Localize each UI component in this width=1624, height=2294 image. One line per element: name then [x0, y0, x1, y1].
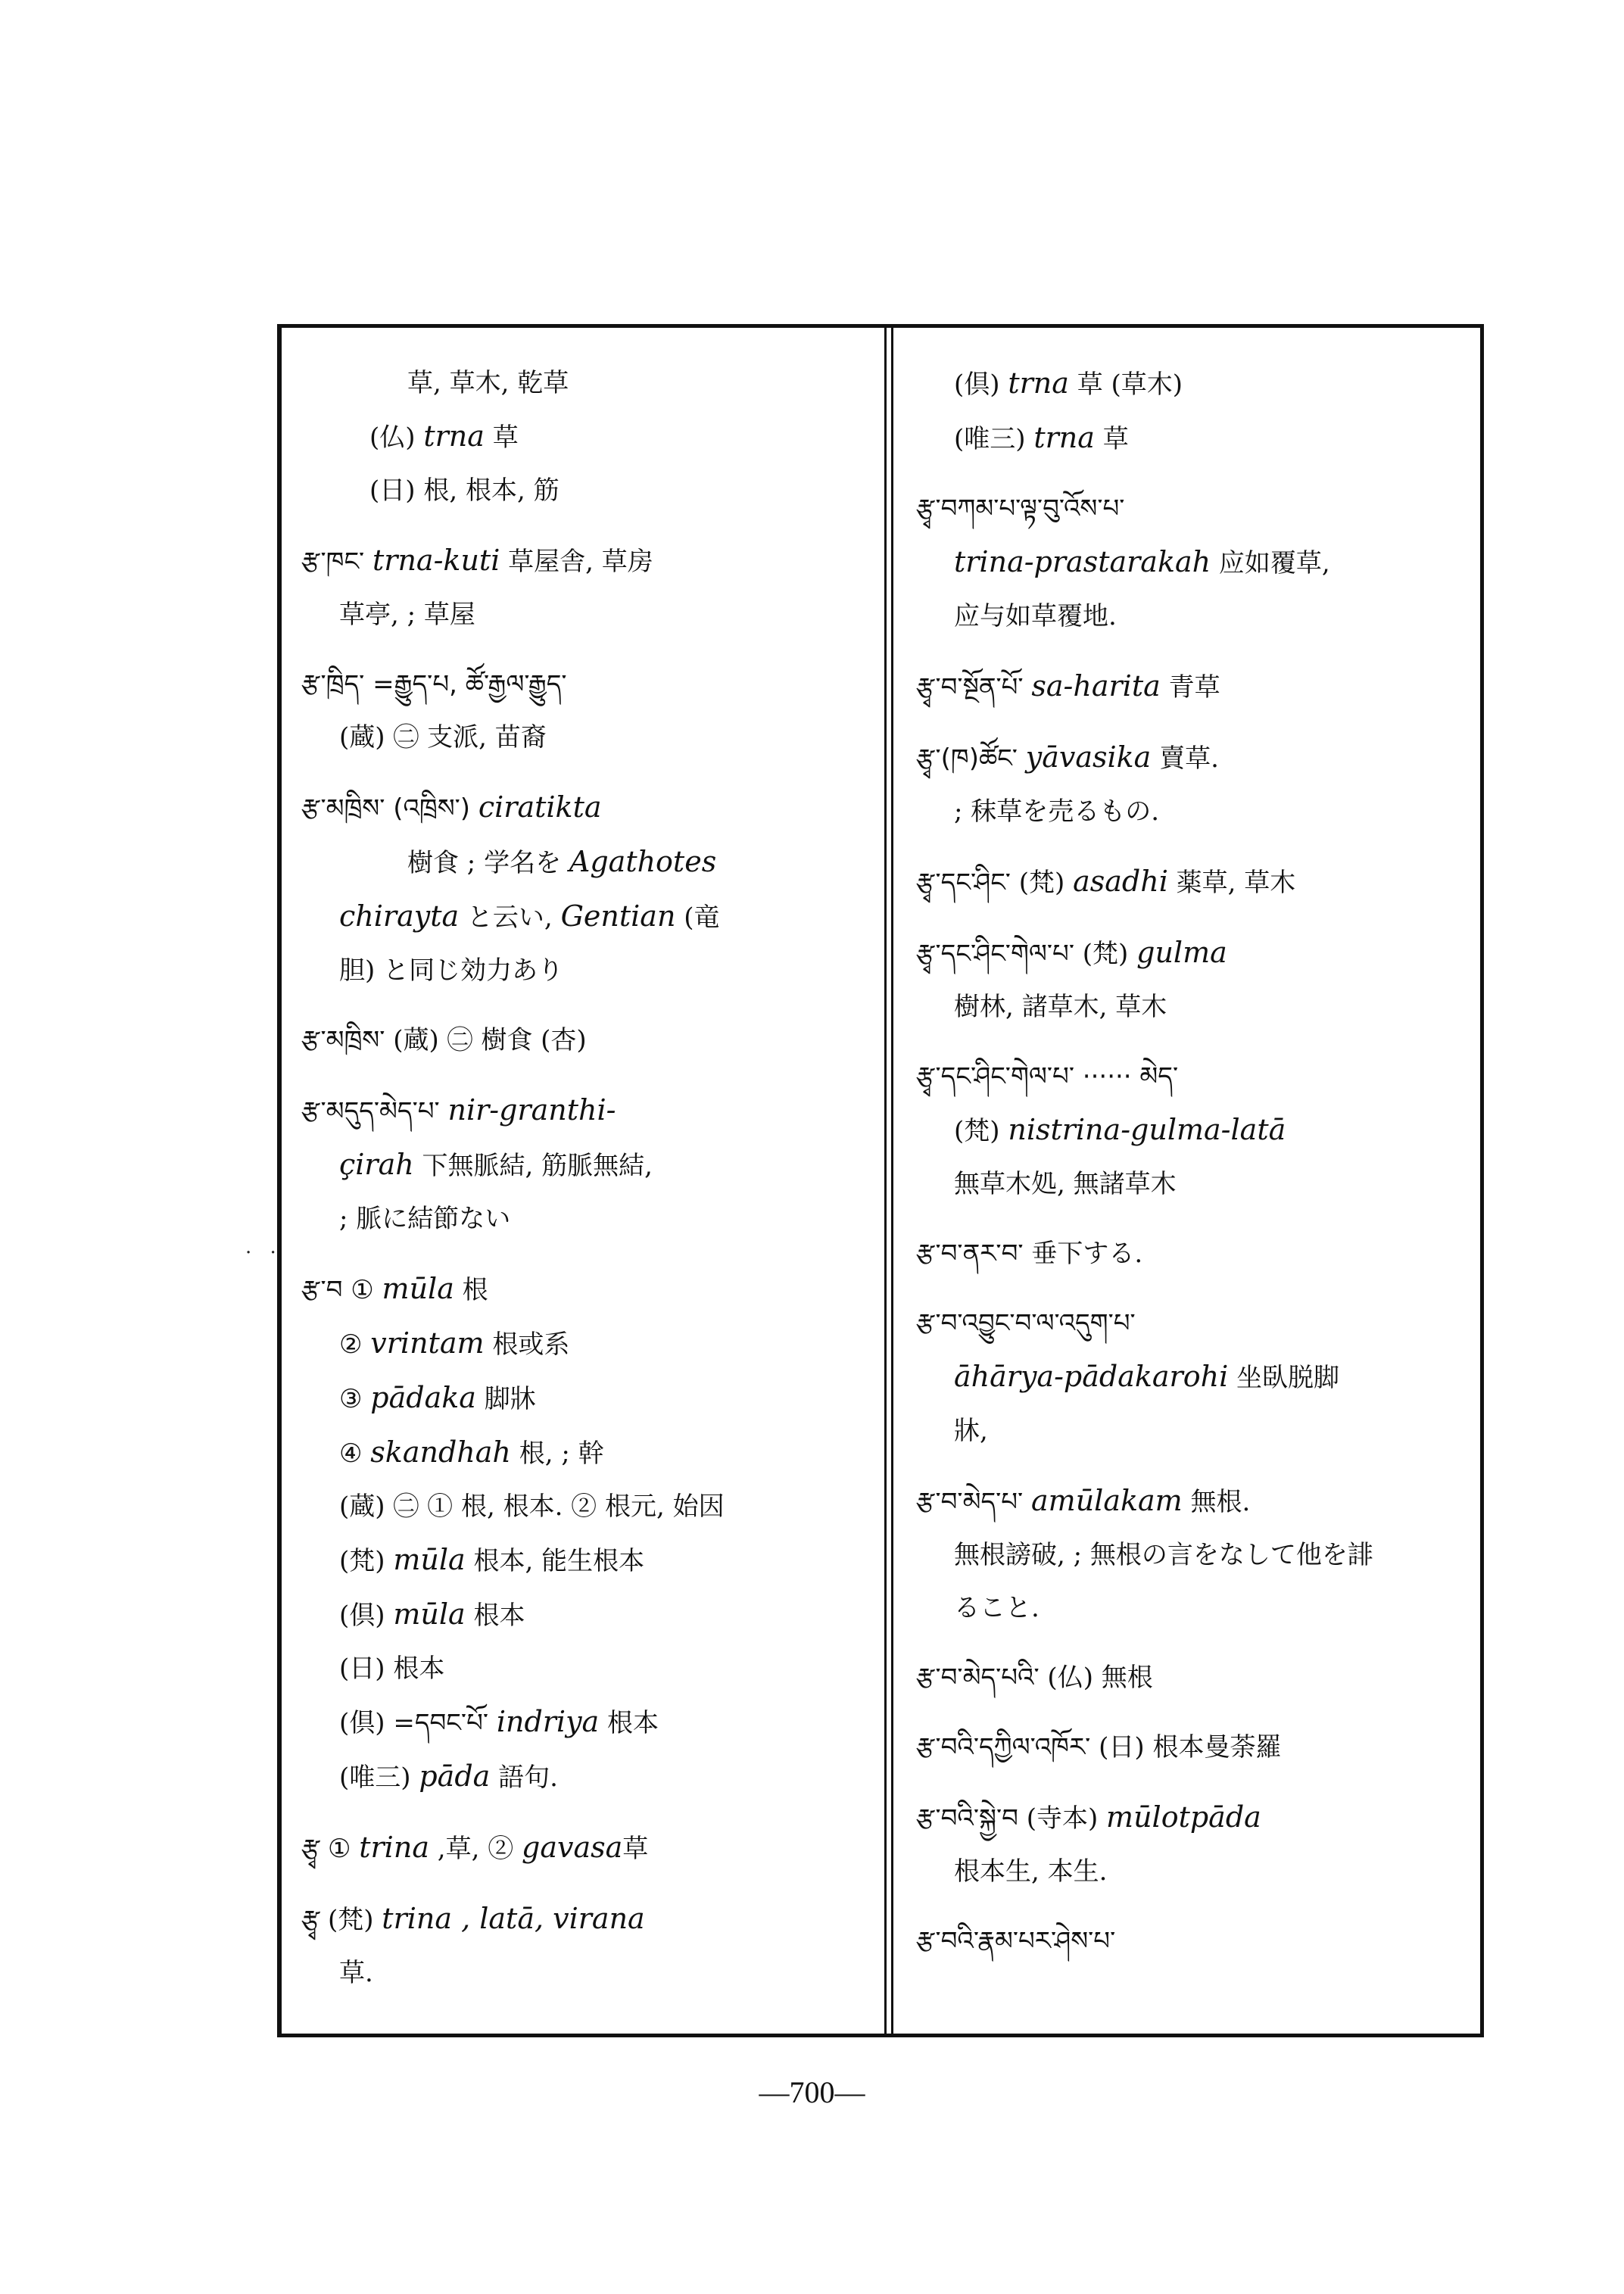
gloss-text: (梵)	[1010, 868, 1074, 898]
gloss-text: (梵)	[339, 1546, 394, 1576]
gloss-text: (日) 根本	[339, 1653, 445, 1684]
stray-mark: · ·	[245, 1242, 282, 1264]
tibetan-headword: རྩྭ	[301, 1834, 320, 1864]
tibetan-headword: རྩྭ་དང་ཤིང་གེལ་པ་ ······ མེད་	[916, 1061, 1179, 1092]
gloss-text: 根, ; 幹	[510, 1438, 604, 1469]
left-column-entry	[301, 1083, 865, 1245]
sanskrit-term: chirayta	[339, 899, 460, 933]
gloss-text: 坐臥脱脚	[1228, 1363, 1340, 1393]
gloss-text: 語句.	[490, 1763, 558, 1793]
entry-line	[916, 1404, 1460, 1457]
left-column	[282, 328, 884, 2034]
sanskrit-term: çirah	[339, 1148, 414, 1181]
sanskrit-term: amūlakam	[1031, 1484, 1183, 1517]
gloss-text: 無根.	[1182, 1487, 1251, 1517]
gloss-text: ①	[342, 1275, 382, 1305]
entry-line	[301, 1480, 865, 1533]
gloss-text: ③	[339, 1384, 371, 1414]
sanskrit-term: pāda	[419, 1759, 491, 1793]
gloss-text: (蔵) ㊁ 支派, 苗裔	[339, 722, 547, 753]
entry-line	[301, 1317, 865, 1371]
entry-line	[301, 1892, 865, 1946]
tibetan-headword: རྩ་མདུད་མེད་པ་	[301, 1096, 440, 1127]
gloss-text	[440, 1096, 448, 1127]
entry-line	[916, 1582, 1460, 1635]
entry-line	[916, 357, 1460, 411]
entry-line	[916, 1103, 1460, 1158]
tibetan-headword: རྩ་བ་མེད་པ་	[916, 1487, 1024, 1517]
entry-line	[916, 1721, 1460, 1774]
tibetan-headword: རྩ་བའི་དཀྱིལ་འཁོར་	[916, 1732, 1091, 1763]
entry-line	[916, 1227, 1460, 1280]
gloss-text	[1023, 1487, 1031, 1517]
gloss-text: ること.	[954, 1593, 1040, 1623]
entry-line	[301, 711, 865, 764]
entry-line	[916, 980, 1460, 1033]
sanskrit-term: mūla	[393, 1543, 466, 1576]
sanskrit-term: trna-kuti	[372, 544, 500, 577]
entry-line	[301, 588, 865, 641]
entry-line	[916, 1050, 1460, 1103]
gloss-text: 牀,	[954, 1416, 988, 1446]
sanskrit-term: trina	[359, 1831, 429, 1864]
gloss-text: 草	[1094, 424, 1129, 454]
tibetan-headword: རྩ་མཁྲིས་ (འཁྲིས་)	[301, 793, 471, 824]
entry-line	[916, 855, 1460, 909]
gloss-text: 脚牀	[475, 1384, 536, 1414]
right-column-entry	[916, 357, 1460, 466]
tibetan-headword: རྩ་བ་ནར་བ་	[916, 1239, 1024, 1269]
gloss-text: (倶)	[954, 369, 1008, 400]
sanskrit-term: Agathotes	[569, 845, 717, 878]
tibetan-headword: རྩ་བ་མེད་པའི་	[916, 1663, 1040, 1693]
gloss-text: (唯三)	[339, 1763, 419, 1793]
entry-line	[301, 1262, 865, 1317]
gloss-text: 根或系	[484, 1329, 570, 1360]
right-column-entry	[916, 855, 1460, 909]
gloss-text: 下無脈結, 筋脈無結,	[413, 1151, 653, 1181]
entry-line	[301, 410, 865, 464]
gloss-text: ; 脈に結節ない	[339, 1204, 511, 1234]
gloss-text: (蔵) ㊁ ① 根, 根本. ② 根元, 始因	[339, 1491, 725, 1522]
gloss-text: (仏)	[369, 422, 424, 453]
gloss-text: ,草, ②	[429, 1834, 522, 1864]
right-column-entry	[916, 1791, 1460, 1898]
right-column	[893, 328, 1480, 2034]
tibetan-headword: རྩ་བའི་སྐྱེ་བ	[916, 1803, 1018, 1834]
tibetan-headword: རྩ་བ་འབྱུང་བ་ལ་འདུག་པ་	[916, 1308, 1136, 1339]
sanskrit-term: vrintam	[370, 1326, 485, 1360]
entry-line	[916, 1915, 1460, 1968]
entry-line	[301, 1192, 865, 1245]
entry-line	[301, 1371, 865, 1426]
gloss-text: 樹林, 諸草木, 草木	[954, 992, 1167, 1022]
gloss-text: ①	[320, 1834, 360, 1864]
gloss-text: 根	[454, 1275, 488, 1305]
entry-line	[301, 534, 865, 588]
entry-line	[301, 1946, 865, 1999]
left-column-entry	[301, 1262, 865, 1804]
gloss-text: 無根謗破, ; 無根の言をなして他を誹	[954, 1540, 1373, 1570]
tibetan-headword: རྩྭ	[301, 1905, 320, 1935]
gloss-text: 应与如草覆地.	[954, 601, 1117, 631]
right-column-entry	[916, 926, 1460, 1033]
entry-line	[301, 1588, 865, 1642]
entry-line	[916, 926, 1460, 980]
tibetan-headword: རྩྭ་(ཁ)ཚོང་	[916, 743, 1018, 774]
gloss-text: (仏) 無根	[1039, 1663, 1153, 1693]
gloss-text: 賣草.	[1151, 743, 1219, 774]
entry-line	[916, 659, 1460, 714]
sanskrit-term: āhārya-pādakarohi	[954, 1360, 1229, 1393]
entry-line	[301, 1750, 865, 1804]
right-column-entry	[916, 731, 1460, 838]
sanskrit-term: trna	[1033, 421, 1095, 454]
gloss-text: (梵)	[954, 1116, 1008, 1146]
gloss-text: 草	[622, 1834, 649, 1864]
right-column-entry	[916, 1050, 1460, 1211]
page-number: —700—	[759, 2075, 865, 2109]
left-column-entry	[301, 781, 865, 997]
sanskrit-term: trna	[423, 419, 485, 453]
sanskrit-term: ciratikta	[478, 790, 602, 824]
sanskrit-term: mūla	[393, 1597, 466, 1631]
right-column-entry	[916, 482, 1460, 643]
gloss-text: ④	[339, 1438, 371, 1469]
entry-line	[301, 464, 865, 517]
gloss-text: 根本, 能生根本	[465, 1546, 645, 1576]
gloss-text: 应如覆草,	[1211, 548, 1330, 578]
entry-line	[301, 1533, 865, 1588]
gloss-text: 草屋舎, 草房	[500, 547, 653, 577]
gloss-text: ; 秣草を売るもの.	[954, 796, 1160, 827]
gloss-text: (日) 根本曼荼羅	[1090, 1732, 1282, 1763]
entry-line	[916, 535, 1460, 590]
gloss-text: と云い,	[459, 902, 561, 933]
tibetan-headword: རྩ་མཁྲིས་	[301, 1025, 385, 1055]
gloss-text: 根本	[465, 1601, 525, 1631]
sanskrit-term: nir-granthi-	[447, 1093, 616, 1127]
gloss-text	[1024, 672, 1032, 703]
left-column-entry	[301, 357, 865, 517]
entry-line	[301, 357, 865, 410]
left-column-entry	[301, 1821, 865, 1875]
gloss-text: (梵)	[1074, 939, 1137, 969]
entry-line	[916, 1350, 1460, 1404]
gloss-text: 胆) と同じ効力あり	[339, 955, 564, 986]
gloss-text: 青草	[1160, 672, 1220, 703]
entry-line	[916, 482, 1460, 535]
gloss-text: 垂下する.	[1023, 1239, 1143, 1269]
entry-line	[916, 1845, 1460, 1898]
entry-line	[916, 1297, 1460, 1350]
gloss-text: 樹食 ; 学名を	[407, 848, 569, 878]
entry-line	[301, 1138, 865, 1192]
sanskrit-term: asadhi	[1073, 865, 1168, 898]
gloss-text: 根本	[599, 1708, 659, 1738]
entry-line	[916, 590, 1460, 643]
gloss-text: 草.	[339, 1958, 373, 1988]
sanskrit-term: trina , latā, virana	[382, 1902, 645, 1935]
tibetan-headword: རྩྭ་བཀམ་པ་ལྟ་བུ་འོས་པ་	[916, 494, 1125, 524]
column-divider	[884, 328, 893, 2034]
dictionary-frame	[277, 324, 1484, 2037]
gloss-text: 草	[484, 422, 519, 453]
sanskrit-term: gavasa	[522, 1831, 623, 1864]
gloss-text: (倶)	[339, 1601, 394, 1631]
tibetan-headword: རྩྭ་བ་སྔོན་པོ་	[916, 672, 1024, 703]
left-column-entry	[301, 1892, 865, 1999]
entry-line	[916, 411, 1460, 466]
right-column-entry	[916, 1915, 1460, 1968]
right-column-entry	[916, 1297, 1460, 1457]
entry-line	[916, 1529, 1460, 1582]
sanskrit-term: mūlotpāda	[1106, 1800, 1261, 1834]
right-column-entry	[916, 659, 1460, 714]
gloss-text	[364, 547, 372, 577]
right-column-entry	[916, 1227, 1460, 1280]
entry-line	[301, 1083, 865, 1138]
gloss-text: 根本生, 本生.	[954, 1856, 1108, 1887]
gloss-text: ②	[339, 1329, 371, 1360]
gloss-text: (梵)	[320, 1905, 382, 1935]
gloss-text: (寺本)	[1018, 1803, 1107, 1834]
tibetan-headword: རྩ་བའི་རྣམ་པར་ཤེས་པ་	[916, 1926, 1116, 1956]
entry-line	[916, 1158, 1460, 1211]
sanskrit-term: indriya	[496, 1705, 600, 1738]
tibetan-headword: རྩ་ཁང་	[301, 547, 365, 577]
right-column-entry	[916, 1721, 1460, 1774]
gloss-text: 草亭, ; 草屋	[339, 600, 475, 630]
entry-line	[301, 1014, 865, 1067]
entry-line	[916, 1474, 1460, 1529]
tibetan-headword: རྩ་ཁྲིད་ =རྒྱུད་པ, ཚོ་རྒྱལ་རྒྱུད་	[301, 669, 567, 700]
tibetan-headword: རྩྭ་དང་ཤིང་	[916, 868, 1011, 898]
entry-line	[301, 890, 865, 944]
tibetan-headword: རྩྭ་དང་ཤིང་གེལ་པ་	[916, 939, 1074, 969]
entry-line	[301, 835, 865, 890]
gloss-text: (倶) =དབང་པོ་	[339, 1708, 497, 1738]
sanskrit-term: trna	[1008, 366, 1069, 400]
sanskrit-term: mūla	[382, 1272, 454, 1305]
entry-line	[301, 1695, 865, 1750]
entry-line	[301, 1426, 865, 1480]
sanskrit-term: yāvasika	[1025, 740, 1152, 774]
tibetan-headword: རྩ་བ	[301, 1275, 343, 1305]
entry-line	[916, 731, 1460, 785]
right-column-entry	[916, 1474, 1460, 1635]
gloss-text: (竜	[675, 902, 720, 933]
gloss-text	[470, 793, 478, 824]
sanskrit-term: Gentian	[560, 899, 676, 933]
sanskrit-term: pādaka	[370, 1381, 476, 1414]
entry-line	[301, 944, 865, 997]
sanskrit-term: trina-prastarakah	[954, 545, 1211, 578]
entry-line	[916, 785, 1460, 838]
entry-line	[301, 1642, 865, 1695]
gloss-text: (唯三)	[954, 424, 1034, 454]
right-column-entry	[916, 1651, 1460, 1704]
entry-line	[301, 658, 865, 711]
left-column-entry	[301, 1014, 865, 1067]
gloss-text: (日) 根, 根本, 筋	[369, 475, 560, 506]
gloss-text: 草 (草木)	[1068, 369, 1183, 400]
left-column-entry	[301, 534, 865, 641]
left-column-entry	[301, 658, 865, 764]
gloss-text: (蔵) ㊁ 樹食 (杏)	[385, 1025, 587, 1055]
entry-line	[301, 781, 865, 835]
gloss-text	[1018, 743, 1026, 774]
entry-line	[916, 1791, 1460, 1845]
gloss-text: 草, 草木, 乾草	[407, 368, 569, 398]
entry-line	[301, 1821, 865, 1875]
gloss-text: 薬草, 草木	[1167, 868, 1296, 898]
sanskrit-term: sa-harita	[1031, 669, 1161, 703]
entry-line	[916, 1651, 1460, 1704]
sanskrit-term: gulma	[1136, 936, 1227, 969]
sanskrit-term: nistrina-gulma-latā	[1008, 1113, 1286, 1146]
gloss-text: 無草木処, 無諸草木	[954, 1169, 1177, 1199]
sanskrit-term: skandhah	[370, 1435, 511, 1469]
